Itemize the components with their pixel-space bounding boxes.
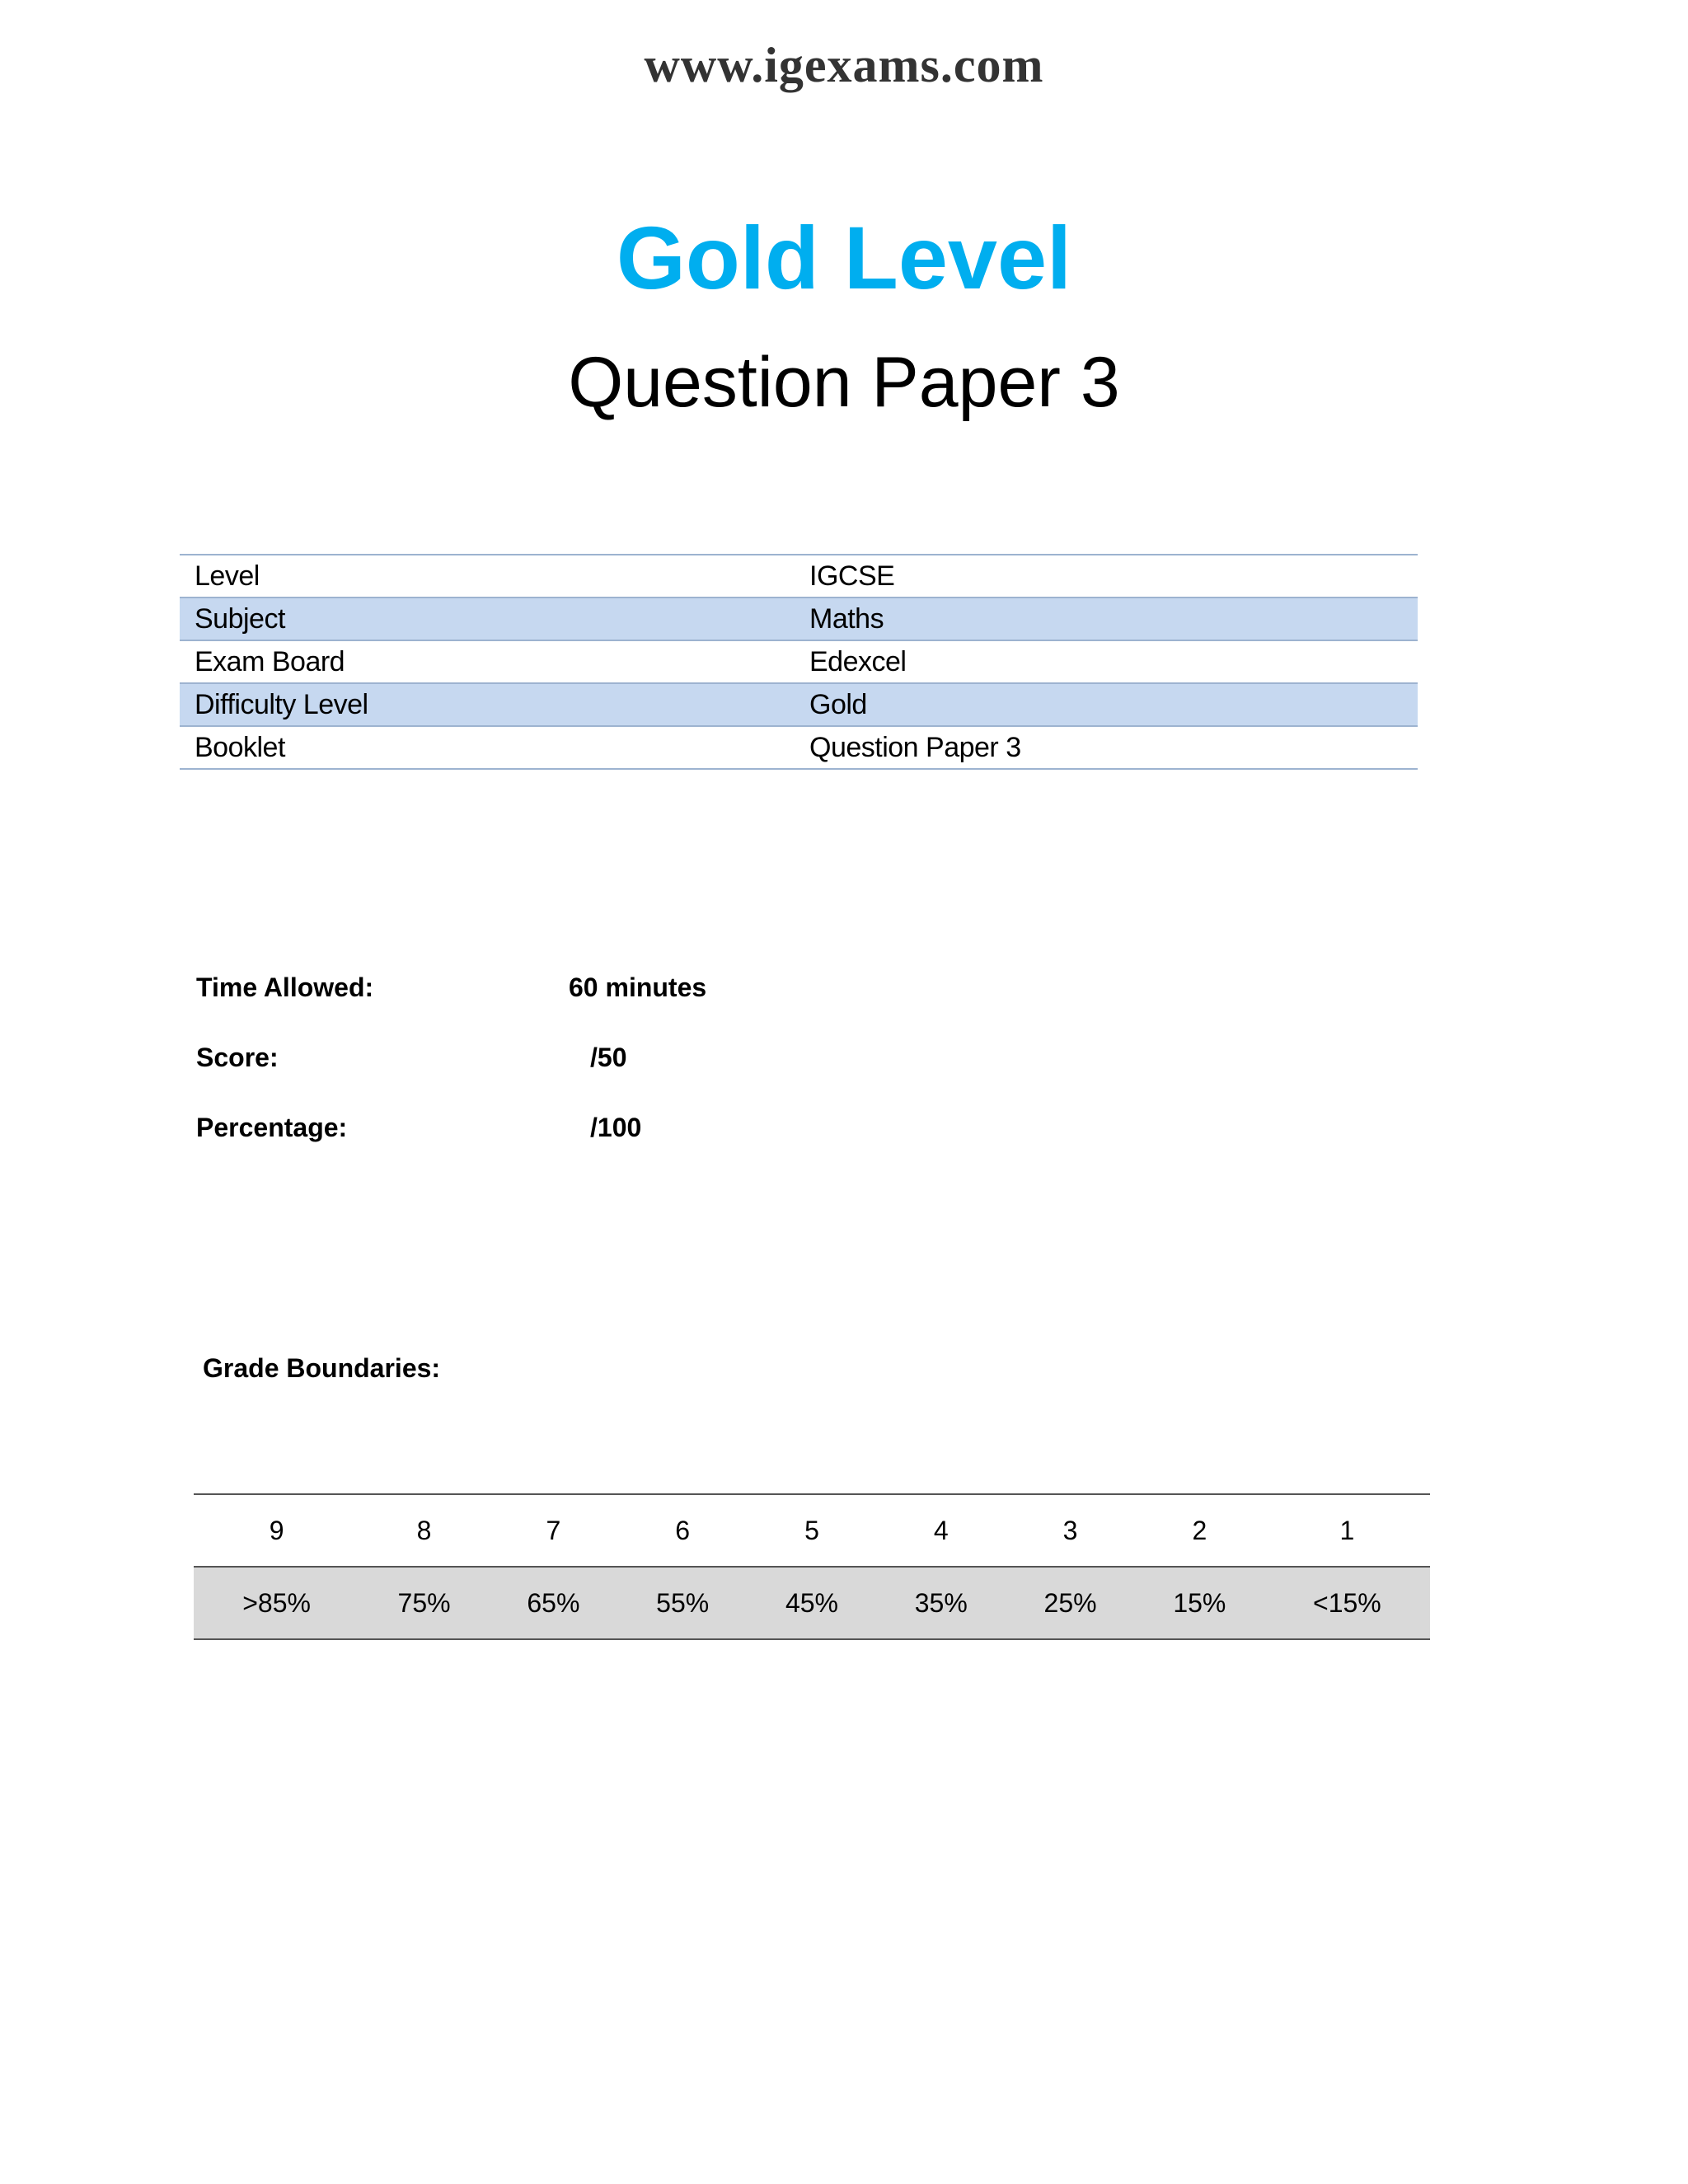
percent-row — [194, 1567, 1430, 1639]
info-value: IGCSE — [795, 555, 1418, 598]
percent-cell: 25% — [1006, 1567, 1135, 1639]
percent-cell: 45% — [748, 1567, 877, 1639]
percent-cell: 35% — [876, 1567, 1006, 1639]
grade-cell: 7 — [489, 1494, 618, 1567]
info-value: Edexcel — [795, 640, 1418, 683]
grade-cell: 9 — [194, 1494, 359, 1567]
score-label: Score: — [196, 1043, 279, 1072]
grade-row — [194, 1494, 1430, 1567]
info-label: Exam Board — [180, 640, 795, 683]
percent-cell: >85% — [194, 1567, 359, 1639]
grade-cell: 3 — [1006, 1494, 1135, 1567]
score-value: /50 — [590, 1043, 627, 1072]
grade-cell: 8 — [359, 1494, 489, 1567]
site-header: www.igexams.com — [644, 38, 1044, 92]
grade-cell: 6 — [618, 1494, 748, 1567]
percent-cell: 55% — [618, 1567, 748, 1639]
info-label: Booklet — [180, 726, 795, 769]
info-label: Level — [180, 555, 795, 598]
percent-cell: 65% — [489, 1567, 618, 1639]
percent-cell: 75% — [359, 1567, 489, 1639]
grade-cell: 4 — [876, 1494, 1006, 1567]
grade-boundaries-heading: Grade Boundaries: — [203, 1353, 441, 1383]
percent-cell: <15% — [1264, 1567, 1430, 1639]
info-row-difficulty — [180, 683, 1418, 726]
info-value: Maths — [795, 598, 1418, 640]
info-table — [180, 554, 1418, 770]
grade-cell: 5 — [748, 1494, 877, 1567]
info-row-booklet — [180, 726, 1418, 769]
time-allowed-label: Time Allowed: — [196, 972, 374, 1002]
info-value: Question Paper 3 — [795, 726, 1418, 769]
grade-boundaries-table — [194, 1493, 1430, 1640]
info-label: Subject — [180, 598, 795, 640]
percentage-label: Percentage: — [196, 1113, 348, 1142]
sub-title: Question Paper 3 — [568, 343, 1120, 422]
info-row-subject — [180, 598, 1418, 640]
grade-cell: 1 — [1264, 1494, 1430, 1567]
info-value: Gold — [795, 683, 1418, 726]
info-label: Difficulty Level — [180, 683, 795, 726]
info-row-exam-board — [180, 640, 1418, 683]
time-allowed-value: 60 minutes — [569, 972, 707, 1002]
grade-cell: 2 — [1135, 1494, 1264, 1567]
main-title: Gold Level — [616, 208, 1072, 307]
percentage-value: /100 — [590, 1113, 642, 1142]
info-row-level — [180, 555, 1418, 598]
percent-cell: 15% — [1135, 1567, 1264, 1639]
